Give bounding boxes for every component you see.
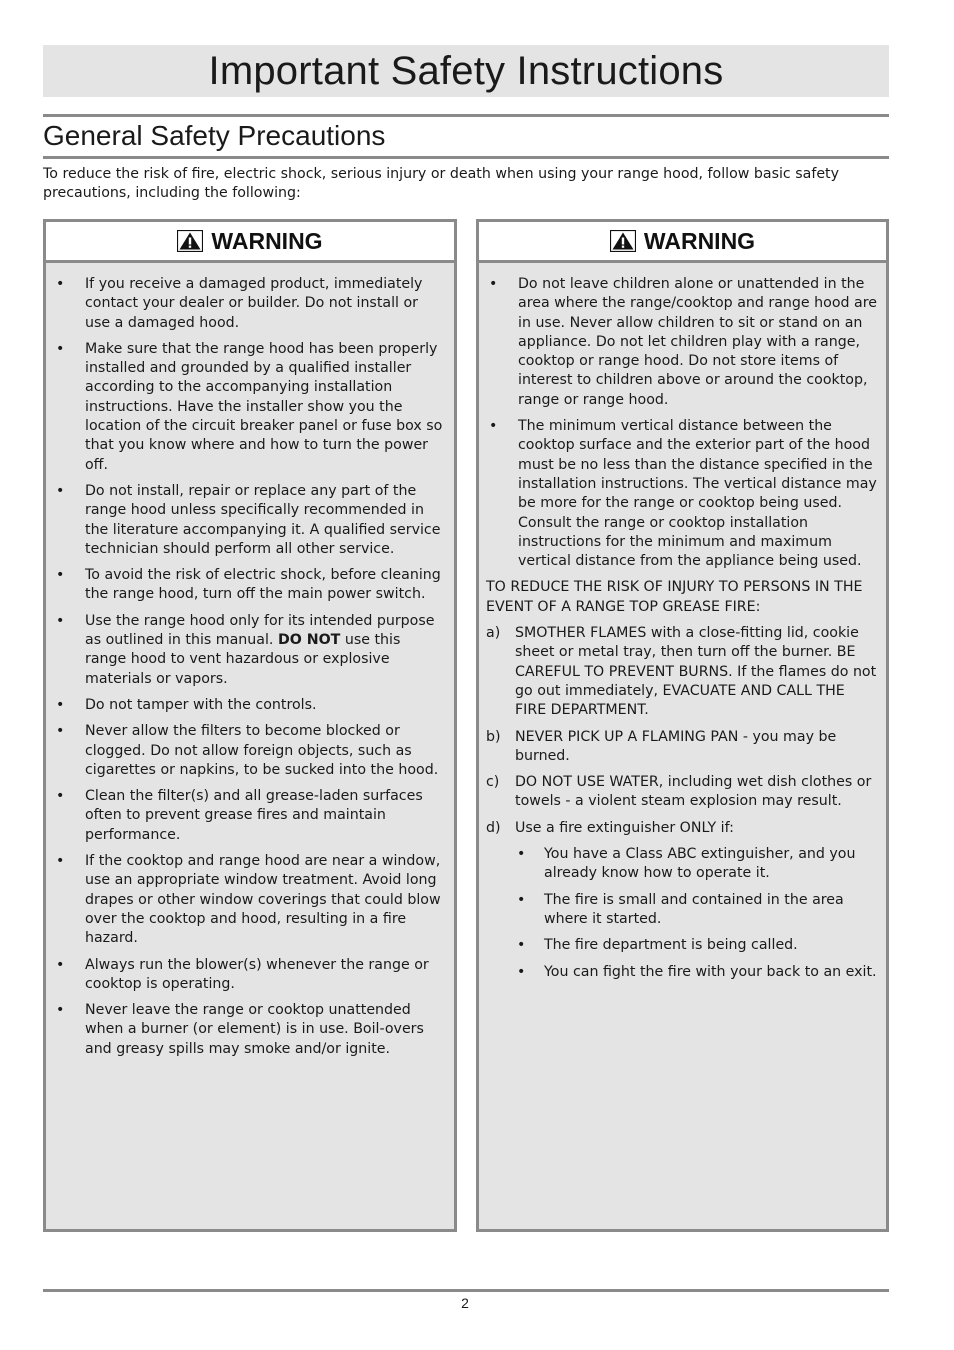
- list-item: • The fire is small and contained in the area where it started.: [515, 891, 878, 930]
- grease-fire-heading: TO REDUCE THE RISK OF INJURY TO PERSONS IN THE EVENT OF A RANGE TOP GREASE FIRE:: [486, 579, 863, 615]
- footer-rule: [43, 1289, 889, 1292]
- warning-label: WARNING: [211, 227, 323, 254]
- list-item: • The fire department is being called.: [515, 936, 878, 955]
- extinguisher-conditions: [515, 845, 878, 982]
- list-item: • Clean the filter(s) and all grease-laden surfaces often to prevent grease fires and maintain performance.: [53, 787, 446, 845]
- list-item: [486, 773, 878, 812]
- list-item: • Do not install, repair or replace any part of the range hood unless specifically recommended in the literature accompanying it. A qualified service technician should perform all other service.: [53, 482, 446, 559]
- warning-header-right: [479, 222, 886, 263]
- list-item: [53, 612, 446, 689]
- list-item: • If you receive a damaged product, immediately contact your dealer or builder. Do not install or use a damaged hood.: [53, 275, 446, 333]
- list-item: • If the cooktop and range hood are near a window, use an appropriate window treatment. Avoid long drapes or other window coverings that could blow over the cooktop and hood, resulting in a fire hazard.: [53, 852, 446, 948]
- intro-paragraph: To reduce the risk of fire, electric shock, serious injury or death when using your range hood, follow basic safety precautions, including the following:: [43, 166, 840, 201]
- list-item: [486, 819, 878, 982]
- list-item: • You have a Class ABC extinguisher, and you already know how to operate it.: [515, 845, 878, 884]
- warning-header-left: [46, 222, 454, 263]
- step-text: SMOTHER FLAMES with a close-fitting lid, cookie sheet or metal tray, then turn off the burner. BE CAREFUL TO PREVENT BURNS. If the flames do not go out immediately, EVACUATE AND CALL THE FIRE DEPARTMENT.: [515, 625, 877, 719]
- list-item-text: Use the range hood only for its intended purpose as outlined in this manual.: [85, 612, 435, 649]
- warning-box-right: [476, 219, 889, 1232]
- step-text: Use a fire extinguisher ONLY if:: [515, 819, 734, 836]
- list-item: • Never allow the filters to become blocked or clogged. Do not allow foreign objects, such as cigarettes or napkins, to be sucked into the hood.: [53, 722, 446, 780]
- list-item: [486, 728, 878, 767]
- list-item: • Make sure that the range hood has been properly installed and grounded by a qualified installer according to the accompanying installation instructions. Have the installer show you the location of the circuit breaker panel or fuse box so that you know where and how to turn the power off.: [53, 340, 446, 475]
- warning-box-left: [43, 219, 457, 1232]
- page-number: 2: [461, 1295, 469, 1311]
- list-item-text: use this range hood to vent hazardous or explosive materials or vapors.: [85, 632, 401, 687]
- list-item: • Always run the blower(s) whenever the range or cooktop is operating.: [53, 956, 446, 995]
- section-rule-bottom: [43, 156, 889, 159]
- list-item: • The minimum vertical distance between the cooktop surface and the exterior part of the hood must be no less than the distance specified in the installation instructions. The vertical distance may be more for the range or cooktop being used. Consult the range or cooktop installation instructions for the minimum and maximum vertical distance from the appliance being used.: [486, 417, 878, 571]
- step-marker: a): [486, 625, 501, 642]
- warning-body-right: [479, 263, 886, 982]
- emphasis-text: DO NOT: [277, 632, 341, 649]
- list-item: • To avoid the risk of electric shock, before cleaning the range hood, turn off the main power switch.: [53, 566, 446, 605]
- warning-list-right: [486, 275, 878, 571]
- list-item: • Never leave the range or cooktop unattended when a burner (or element) is in use. Boil-overs and greasy spills may smoke and/or ignite.: [53, 1001, 446, 1059]
- warning-triangle-icon: [610, 230, 636, 252]
- list-item: • Do not tamper with the controls.: [53, 696, 446, 715]
- page-title: Important Safety Instructions: [208, 48, 724, 93]
- list-item: [486, 624, 878, 720]
- step-text: DO NOT USE WATER, including wet dish clothes or towels - a violent steam explosion may result.: [515, 774, 872, 810]
- list-item: • You can fight the fire with your back to an exit.: [515, 963, 878, 982]
- section-title: General Safety Precautions: [43, 120, 386, 151]
- step-text: NEVER PICK UP A FLAMING PAN - you may be burned.: [515, 728, 837, 764]
- grease-fire-steps: [486, 624, 878, 982]
- warning-label: WARNING: [643, 227, 756, 254]
- warning-body-left: [46, 263, 454, 1059]
- warning-list-left: [53, 275, 446, 1059]
- title-bar: [43, 45, 889, 97]
- list-item: • Do not leave children alone or unattended in the area where the range/cooktop and range hood are in use. Never allow children to sit or stand on an appliance. Do not let children play with a range, cooktop or range hood. Do not store items of interest to children above or around the cooktop, range or range hood.: [486, 275, 878, 410]
- warning-triangle-icon: [177, 230, 203, 252]
- step-marker: d): [486, 819, 501, 836]
- step-marker: c): [486, 774, 500, 791]
- step-marker: b): [486, 728, 501, 745]
